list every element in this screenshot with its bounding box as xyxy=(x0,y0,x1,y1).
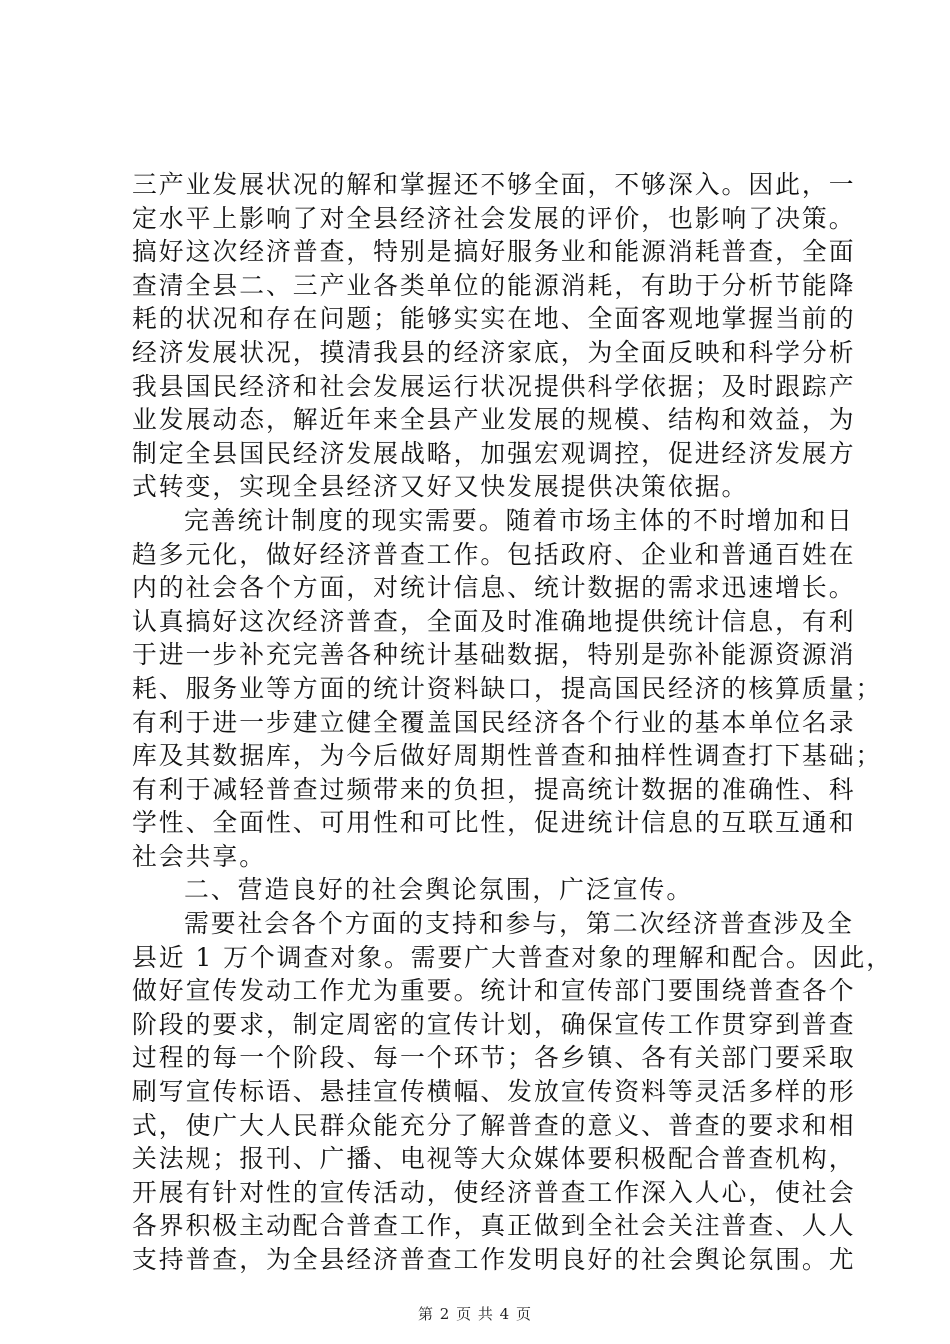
text-line: 关法规；报刊、广播、电视等大众媒体要积极配合普查机构， xyxy=(132,1144,856,1174)
text-line: 刷写宣传标语、悬挂宣传横幅、发放宣传资料等灵活多样的形 xyxy=(132,1077,856,1107)
text-line: 耗、服务业等方面的统计资料缺口，提高国民经济的核算质量； xyxy=(132,673,883,703)
text-line: 耗的状况和存在问题；能够实实在地、全面客观地掌握当前的 xyxy=(132,304,856,334)
text-line: 三产业发展状况的解和掌握还不够全面，不够深入。因此，一 xyxy=(132,170,856,199)
text-line: 有利于减轻普查过频带来的负担，提高统计数据的准确性、科 xyxy=(132,774,856,804)
text-line: 式，使广大人民群众能充分了解普查的意义、普查的要求和相 xyxy=(132,1110,856,1140)
text-line: 定水平上影响了对全县经济社会发展的评价，也影响了决策。 xyxy=(132,203,856,233)
text-line: 库及其数据库，为今后做好周期性普查和抽样性调查打下基础； xyxy=(132,741,883,771)
text-line: 有利于进一步建立健全覆盖国民经济各个行业的基本单位名录 xyxy=(132,707,856,737)
text-line: 内的社会各个方面，对统计信息、统计数据的需求迅速增长。 xyxy=(132,573,856,603)
text-line: 认真搞好这次经济普查，全面及时准确地提供统计信息，有利 xyxy=(132,606,856,636)
text-line: 业发展动态，解近年来全县产业发展的规模、结构和效益，为 xyxy=(132,405,856,435)
text-line: 经济发展状况，摸清我县的经济家底，为全面反映和科学分析 xyxy=(132,337,856,367)
text-line: 搞好这次经济普查，特别是搞好服务业和能源消耗普查，全面 xyxy=(132,237,856,267)
page-footer: 第 2 页 共 4 页 xyxy=(418,1305,532,1323)
text-line: 阶段的要求，制定周密的宣传计划，确保宣传工作贯穿到普查 xyxy=(132,1009,856,1039)
text-line: 需要社会各个方面的支持和参与，第二次经济普查涉及全 xyxy=(184,909,854,939)
text-line: 各界积极主动配合普查工作，真正做到全社会关注普查、人人 xyxy=(132,1211,856,1241)
text-line: 制定全县国民经济发展战略，加强宏观调控，促进经济发展方 xyxy=(132,438,856,468)
text-line: 趋多元化，做好经济普查工作。包括政府、企业和普通百姓在 xyxy=(132,539,856,569)
text-line: 学性、全面性、可用性和可比性，促进统计信息的互联互通和 xyxy=(132,808,856,838)
text-line: 完善统计制度的现实需要。随着市场主体的不时增加和日 xyxy=(184,505,854,535)
text-line: 县近 1 万个调查对象。需要广大普查对象的理解和配合。因此， xyxy=(132,942,894,972)
text-line: 式转变，实现全县经济又好又快发展提供决策依据。 xyxy=(132,472,749,502)
text-line: 我县国民经济和社会发展运行状况提供科学依据；及时跟踪产 xyxy=(132,371,856,401)
body-text xyxy=(132,168,894,1277)
text-line: 支持普查，为全县经济普查工作发明良好的社会舆论氛围。尤 xyxy=(132,1245,856,1274)
text-line: 社会共享。 xyxy=(132,841,266,871)
text-line: 查清全县二、三产业各类单位的能源消耗，有助于分析节能降 xyxy=(132,270,856,300)
text-line: 于进一步补充完善各种统计基础数据，特别是弥补能源资源消 xyxy=(132,640,856,670)
text-line: 过程的每一个阶段、每一个环节；各乡镇、各有关部门要采取 xyxy=(132,1043,856,1073)
text-line: 做好宣传发动工作尤为重要。统计和宣传部门要围绕普查各个 xyxy=(132,976,856,1006)
text-line: 开展有针对性的宣传活动，使经济普查工作深入人心，使社会 xyxy=(132,1177,856,1207)
text-line: 二、营造良好的社会舆论氛围，广泛宣传。 xyxy=(184,875,694,905)
